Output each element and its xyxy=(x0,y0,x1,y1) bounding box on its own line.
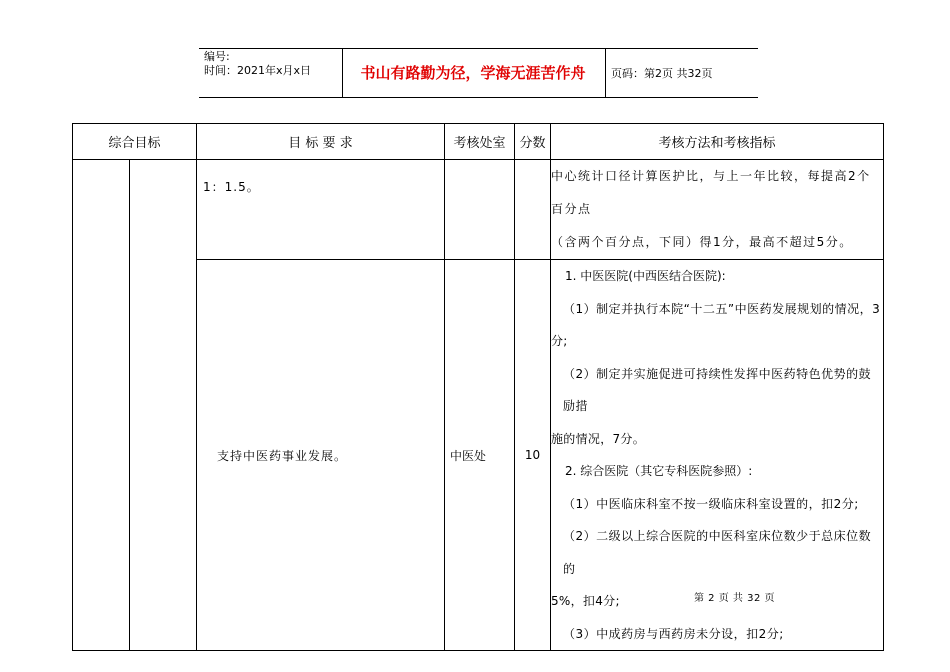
method-line: （1）制定并执行本院“十二五”中医药发展规划的情况，3 xyxy=(563,301,881,316)
method-line: （含两个百分点，下同）得1分，最高不超过5分。 xyxy=(551,235,853,249)
method-cell xyxy=(551,160,884,260)
table-row xyxy=(73,160,884,260)
header-requirement: 目 标 要 求 xyxy=(197,124,445,160)
page-footer: 第 2 页 共 32 页 xyxy=(694,593,775,604)
goal-subcell xyxy=(73,160,130,650)
header-score: 分数 xyxy=(515,124,551,160)
requirement-cell: 支持中医药事业发展。 xyxy=(197,260,445,651)
method-line: （2）二级以上综合医院的中医科室床位数少于总床位数的 xyxy=(563,529,872,576)
method-line: 分; xyxy=(551,334,568,348)
method-line: 2. 综合医院（其它专科医院参照）: xyxy=(565,464,753,478)
method-line: （1）中医临床科室不按一级临床科室设置的，扣2分; xyxy=(563,496,859,511)
header-goal: 综合目标 xyxy=(73,124,197,160)
header-meta xyxy=(204,50,311,78)
table-header-row xyxy=(73,124,884,160)
assessment-table xyxy=(72,123,884,651)
header-page-info: 页码：第2页 共32页 xyxy=(611,67,713,80)
score-cell xyxy=(515,160,551,260)
goal-cell xyxy=(73,160,197,651)
header-motto: 书山有路勤为径，学海无涯苦作舟 xyxy=(360,64,586,82)
score-cell: 10 xyxy=(515,260,551,651)
method-line: 1. 中医医院(中西医结合医院): xyxy=(565,269,726,283)
method-line: （2）制定并实施促进可持续性发挥中医药特色优势的鼓励措 xyxy=(563,366,872,413)
requirement-cell xyxy=(197,160,445,260)
department-cell: 中医处 xyxy=(445,260,515,651)
header-bottom-rule xyxy=(199,97,758,98)
header-divider xyxy=(605,48,606,97)
requirement-text: 1：1.5。 xyxy=(203,180,260,194)
goal-subcell xyxy=(130,160,196,650)
header-department: 考核处室 xyxy=(445,124,515,160)
method-line: （3）中成药房与西药房未分设，扣2分; xyxy=(563,626,784,641)
method-line: 施的情况，7分。 xyxy=(551,431,646,446)
header-method: 考核方法和考核指标 xyxy=(551,124,884,160)
document-date: 时间：2021年x月x日 xyxy=(204,64,312,77)
method-line: 中心统计口径计算医护比，与上一年比较，每提高2个百分点 xyxy=(551,169,871,216)
method-line: 5%，扣4分; xyxy=(551,594,620,608)
document-number-label: 编号: xyxy=(204,50,230,63)
department-cell xyxy=(445,160,515,260)
